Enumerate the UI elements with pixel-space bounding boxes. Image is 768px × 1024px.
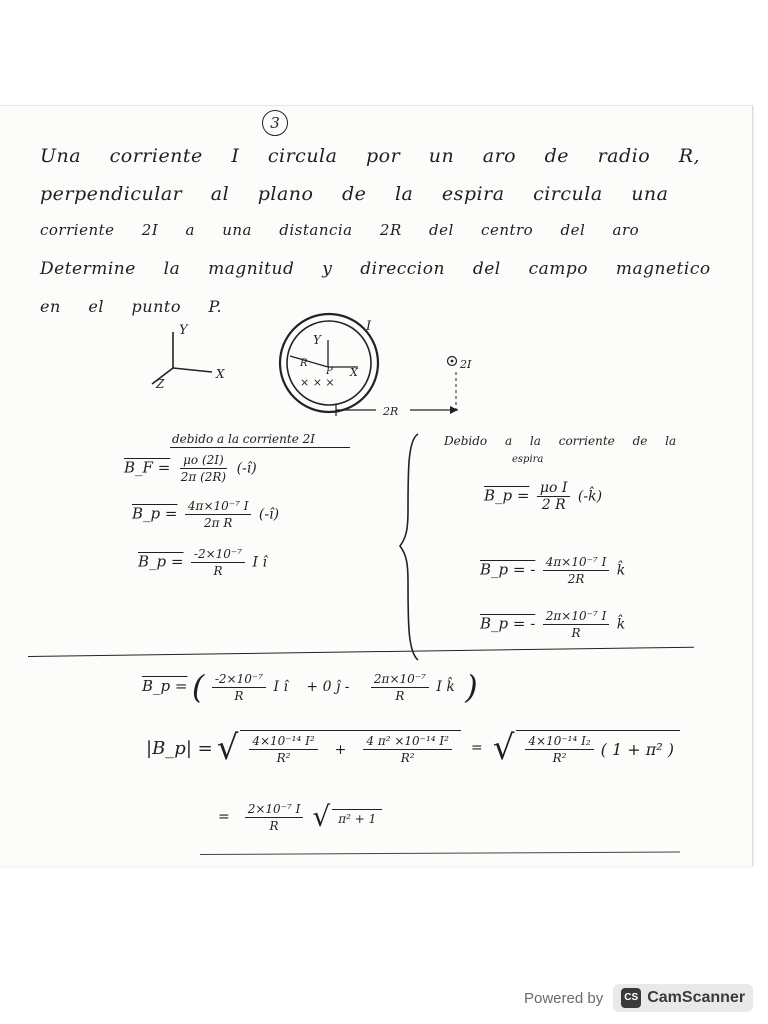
- result-vector-eq: [142, 668, 478, 706]
- problem-statement: [40, 145, 720, 335]
- magnitude-eq: [146, 730, 680, 766]
- right-eq-3-den: R: [571, 626, 581, 640]
- right-eq-2-lhs: B_p = -: [480, 560, 536, 579]
- result-t1-frac: [212, 671, 266, 704]
- result-t2-frac: [371, 671, 429, 704]
- result-t2-den: R: [395, 688, 405, 703]
- camscanner-name: CamScanner: [647, 989, 746, 1006]
- magnitude-sqrt-1-body: [240, 730, 461, 766]
- magnitude-sqrt-2-body: [516, 730, 680, 766]
- axis-x-label: X: [216, 367, 225, 381]
- camscanner-chip: [613, 984, 753, 1012]
- left-eq-1-frac: [178, 452, 229, 485]
- left-eq-1: [124, 452, 257, 485]
- result-close-paren: ): [465, 668, 478, 706]
- mag-b-num: 4 π² ×10⁻¹⁴ I²: [363, 733, 452, 750]
- result-t1-dir: I î: [273, 679, 288, 695]
- camscanner-logo-icon: CS: [621, 988, 641, 1008]
- cross-marks: × × ×: [300, 376, 335, 389]
- right-block-heading-2: espira: [512, 454, 544, 465]
- mag-a-num: 4×10⁻¹⁴ I²: [249, 733, 317, 750]
- wire-dot-center: [451, 360, 454, 363]
- mag-b-frac: [363, 733, 452, 766]
- magnitude-lhs: |B_p| =: [146, 737, 213, 759]
- result-t2-num: 2π×10⁻⁷: [371, 671, 429, 688]
- result-vector-lhs: B_p =: [142, 677, 188, 695]
- right-eq-2-frac: [543, 554, 610, 587]
- final-eq-sign: =: [218, 809, 230, 825]
- left-eq-2-num: 4π×10⁻⁷ I: [185, 498, 252, 515]
- final-frac: [245, 801, 304, 834]
- left-eq-3-dir: I î: [252, 554, 268, 571]
- inner-x-label: X: [350, 366, 358, 379]
- problem-line: en el punto P.: [40, 297, 223, 316]
- right-eq-1: [484, 480, 602, 513]
- final-sqrt: [312, 800, 382, 834]
- left-eq-3-frac: [191, 546, 245, 579]
- left-eq-1-num: μo (2I): [180, 452, 227, 469]
- left-eq-3-den: R: [213, 564, 223, 578]
- loop-current-label: I: [366, 319, 372, 334]
- result-t1-num: -2×10⁻⁷: [212, 671, 266, 688]
- axis-z-label: Z: [156, 377, 165, 391]
- result-mid: + 0 ĵ -: [306, 679, 350, 695]
- problem-line: perpendicular al plano de la espira circula una: [40, 183, 669, 205]
- right-eq-2-num: 4π×10⁻⁷ I: [543, 554, 610, 571]
- result-t2-dir: I k̂: [436, 679, 455, 695]
- radius-line: [290, 356, 328, 367]
- right-eq-3-num: 2π×10⁻⁷ I: [543, 608, 610, 625]
- physics-diagram: [0, 310, 768, 420]
- problem-line: Una corriente I circula por un aro de radio R,: [40, 145, 701, 167]
- final-eq: [218, 800, 382, 834]
- left-eq-2-den: 2π R: [204, 516, 233, 530]
- mag-c-den: R²: [552, 751, 567, 765]
- problem-line: Determine la magnitud y direccion del campo magnetico: [40, 259, 711, 279]
- mag-plus: +: [334, 741, 347, 758]
- final-num: 2×10⁻⁷ I: [245, 801, 304, 818]
- x-axis-line: [173, 368, 212, 372]
- right-block-heading: Debido a la corriente de la: [444, 434, 677, 448]
- right-eq-3-frac: [543, 608, 610, 641]
- final-sqrt-body: π² + 1: [332, 809, 382, 826]
- arrow-head-icon: [450, 406, 458, 414]
- camscanner-watermark: [524, 984, 753, 1012]
- right-eq-2: [480, 554, 625, 587]
- right-eq-1-dir: (-k̂): [577, 488, 603, 505]
- right-eq-1-frac: [537, 480, 571, 513]
- powered-by-label: Powered by: [524, 989, 604, 1007]
- left-eq-2-lhs: B_p =: [132, 504, 178, 523]
- right-eq-2-dir: k̂: [616, 562, 626, 579]
- page-number: 3: [262, 110, 288, 136]
- distance-label: 2R: [383, 405, 399, 418]
- inner-y-label: Y: [313, 333, 321, 347]
- left-eq-3-lhs: B_p =: [138, 552, 184, 571]
- mag-eq: =: [470, 740, 483, 756]
- magnitude-sqrt-1: [217, 730, 461, 766]
- mag-a-den: R²: [276, 751, 291, 765]
- left-eq-1-dir: (-î): [236, 460, 257, 477]
- mag-a-frac: [249, 733, 317, 766]
- mag-c-tail: ( 1 + π² ): [600, 740, 675, 759]
- left-eq-1-lhs: B_F =: [124, 458, 171, 477]
- left-eq-3: [138, 546, 267, 579]
- right-eq-3-dir: k̂: [616, 616, 626, 633]
- mag-c-num: 4×10⁻¹⁴ I₂: [525, 733, 593, 750]
- left-eq-2-frac: [185, 498, 252, 531]
- final-den: R: [269, 818, 279, 833]
- wire-current-label: 2I: [460, 358, 472, 371]
- right-eq-3-lhs: B_p = -: [480, 614, 536, 633]
- mag-c-frac: [525, 733, 593, 766]
- magnitude-sqrt-2: [493, 730, 680, 766]
- right-eq-2-den: 2R: [567, 572, 585, 586]
- result-t1-den: R: [234, 688, 244, 703]
- problem-line: corriente 2I a una distancia 2R del centro del aro: [40, 221, 640, 239]
- left-eq-1-den: 2π (2R): [180, 470, 227, 484]
- axis-y-label: Y: [179, 323, 188, 338]
- brace-icon: [396, 430, 426, 665]
- sqrt-symbol-icon: √: [216, 728, 239, 768]
- sqrt-symbol-icon: √: [312, 800, 331, 833]
- left-eq-2-dir: (-î): [258, 506, 280, 523]
- left-block-heading: debido a la corriente 2I: [172, 432, 315, 446]
- right-eq-1-num: μo I: [537, 480, 571, 497]
- mag-b-den: R²: [400, 751, 415, 765]
- right-eq-1-lhs: B_p =: [484, 486, 530, 505]
- sqrt-symbol-icon: √: [492, 728, 515, 768]
- radius-label: R: [300, 358, 308, 369]
- right-eq-3: [480, 608, 625, 641]
- left-eq-3-num: -2×10⁻⁷: [191, 546, 245, 563]
- left-eq-2: [132, 498, 279, 531]
- left-heading-underline: [170, 447, 350, 448]
- point-p-label: P: [326, 366, 333, 377]
- right-eq-1-den: 2 R: [541, 497, 566, 513]
- loop-outer: [280, 314, 378, 412]
- result-open-paren: (: [191, 668, 205, 706]
